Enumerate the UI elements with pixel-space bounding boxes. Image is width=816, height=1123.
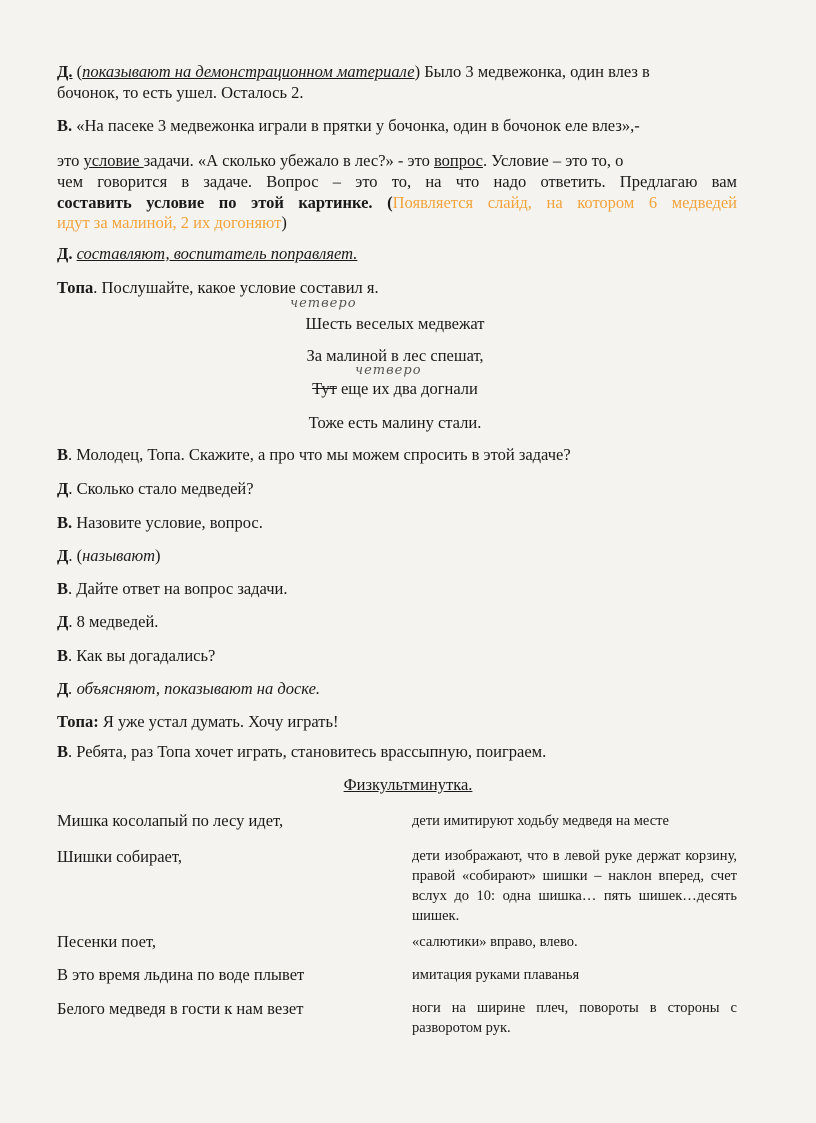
speaker-label: Д <box>57 612 69 631</box>
paragraph-line <box>57 212 737 233</box>
poem-line: За малиной в лес спешат, <box>306 346 484 365</box>
exercise-verse: Мишка косолапый по лесу идет, <box>57 811 284 830</box>
speaker-label: Топа <box>57 278 94 297</box>
paragraph-text: «На пасеке 3 медвежонка играли в прятки у бочонка, один в бочонок еле влез»,- <box>76 116 640 135</box>
text: еще их два догнали <box>336 379 478 398</box>
exercise-verse: Песенки поет, <box>57 932 156 951</box>
speaker-label: Д <box>57 546 69 565</box>
exercise-verse: Шишки собирает, <box>57 847 182 866</box>
section-title: Физкультминутка. <box>343 775 473 794</box>
text: Назовите условие, вопрос. <box>72 513 263 532</box>
paragraph-line <box>57 192 737 213</box>
exercise-action: имитация руками плаванья <box>412 967 580 983</box>
speaker-label: Д <box>57 679 69 698</box>
text: . Условие – это то, о <box>483 151 624 170</box>
text: это <box>57 151 84 170</box>
exercise-verse: В это время льдина по воде плывет <box>57 965 305 984</box>
poem-line <box>200 378 590 399</box>
dialog-line <box>57 545 737 566</box>
text: задачи. «А сколько убежало в лес?» - это <box>143 151 434 170</box>
speaker-label: В. <box>57 513 73 532</box>
stage-direction: называют <box>82 546 156 565</box>
text: . Как вы догадались? <box>68 646 216 665</box>
text: . Сколько стало медведей? <box>68 479 254 498</box>
dialog-line <box>57 578 737 599</box>
dialog-line <box>57 711 737 732</box>
speaker-label: Топа: <box>57 712 99 731</box>
dialog-line <box>57 512 737 533</box>
exercise-action: «салютики» вправо, влево. <box>412 934 578 950</box>
text: . Послушайте, какое условие составил я. <box>93 278 379 297</box>
bold-text: составить условие по этой картинке. ( <box>57 193 393 212</box>
paragraph-text: ) Было 3 медвежонка, один влез в <box>414 62 650 81</box>
underlined-term: условие <box>83 151 144 170</box>
highlight-text: идут за малиной, 2 их догоняют <box>57 213 282 232</box>
handwritten-note: четверо <box>355 363 422 378</box>
text: . Ребята, раз Топа хочет играть, становитесь врассыпную, поиграем. <box>68 742 547 761</box>
exercise-action: ноги на ширине плеч, повороты в стороны с разворотом рук. <box>412 1000 737 1036</box>
speaker-label: Д. <box>57 244 73 263</box>
speaker-label: В. <box>57 116 73 135</box>
handwritten-note: четверо <box>290 296 357 311</box>
stage-direction: составляют, воспитатель поправляет. <box>76 244 358 263</box>
highlight-text: Появляется слайд, на котором 6 медведей <box>392 193 738 212</box>
paren-open: ( <box>76 62 83 81</box>
dialog-line <box>57 741 737 762</box>
text: . 8 медведей. <box>68 612 159 631</box>
paragraph-line <box>57 61 737 82</box>
poem-line: Тоже есть малину стали. <box>308 413 482 432</box>
paragraph-line <box>57 243 737 264</box>
struck-word: Тут <box>312 379 337 398</box>
paragraph-line: бочонок, то есть ушел. Осталось 2. <box>57 83 304 102</box>
text: . Молодец, Топа. Скажите, а про что мы можем спросить в этой задаче? <box>68 445 571 464</box>
text: ) <box>155 546 161 565</box>
paragraph-line <box>57 115 737 136</box>
dialog-line <box>57 611 737 632</box>
stage-direction: . объясняют, показывают на доске. <box>68 679 321 698</box>
exercise-verse: Белого медведя в гости к нам везет <box>57 999 304 1018</box>
exercise-action: дети имитируют ходьбу медведя на месте <box>412 813 669 829</box>
paragraph-line <box>57 150 737 171</box>
text: Я уже устал думать. Хочу играть! <box>98 712 339 731</box>
text: . Дайте ответ на вопрос задачи. <box>68 579 288 598</box>
paragraph-line: чем говорится в задаче. Вопрос – это то, на что надо ответить. Предлагаю вам <box>57 172 737 191</box>
stage-direction: показывают на демонстрационном материале <box>82 62 415 81</box>
speaker-label: Д. <box>57 62 73 81</box>
dialog-line <box>57 645 737 666</box>
dialog-line <box>57 478 737 499</box>
dialog-line <box>57 444 737 465</box>
speaker-label: В <box>57 579 69 598</box>
text: . ( <box>68 546 83 565</box>
text: ) <box>281 213 287 232</box>
paragraph-line <box>57 277 737 298</box>
speaker-label: Д <box>57 479 69 498</box>
exercise-action: дети изображают, что в левой руке держат корзину, правой «собирают» шишки – наклон вперед, счет вслух до 10: одна шишка… пять шишек…десять шишек. <box>412 848 737 924</box>
speaker-label: В <box>57 742 69 761</box>
underlined-term: вопрос <box>434 151 483 170</box>
dialog-line <box>57 678 737 699</box>
poem-line: Шесть веселых медвежат <box>305 314 485 333</box>
speaker-label: В <box>57 445 69 464</box>
speaker-label: В <box>57 646 69 665</box>
